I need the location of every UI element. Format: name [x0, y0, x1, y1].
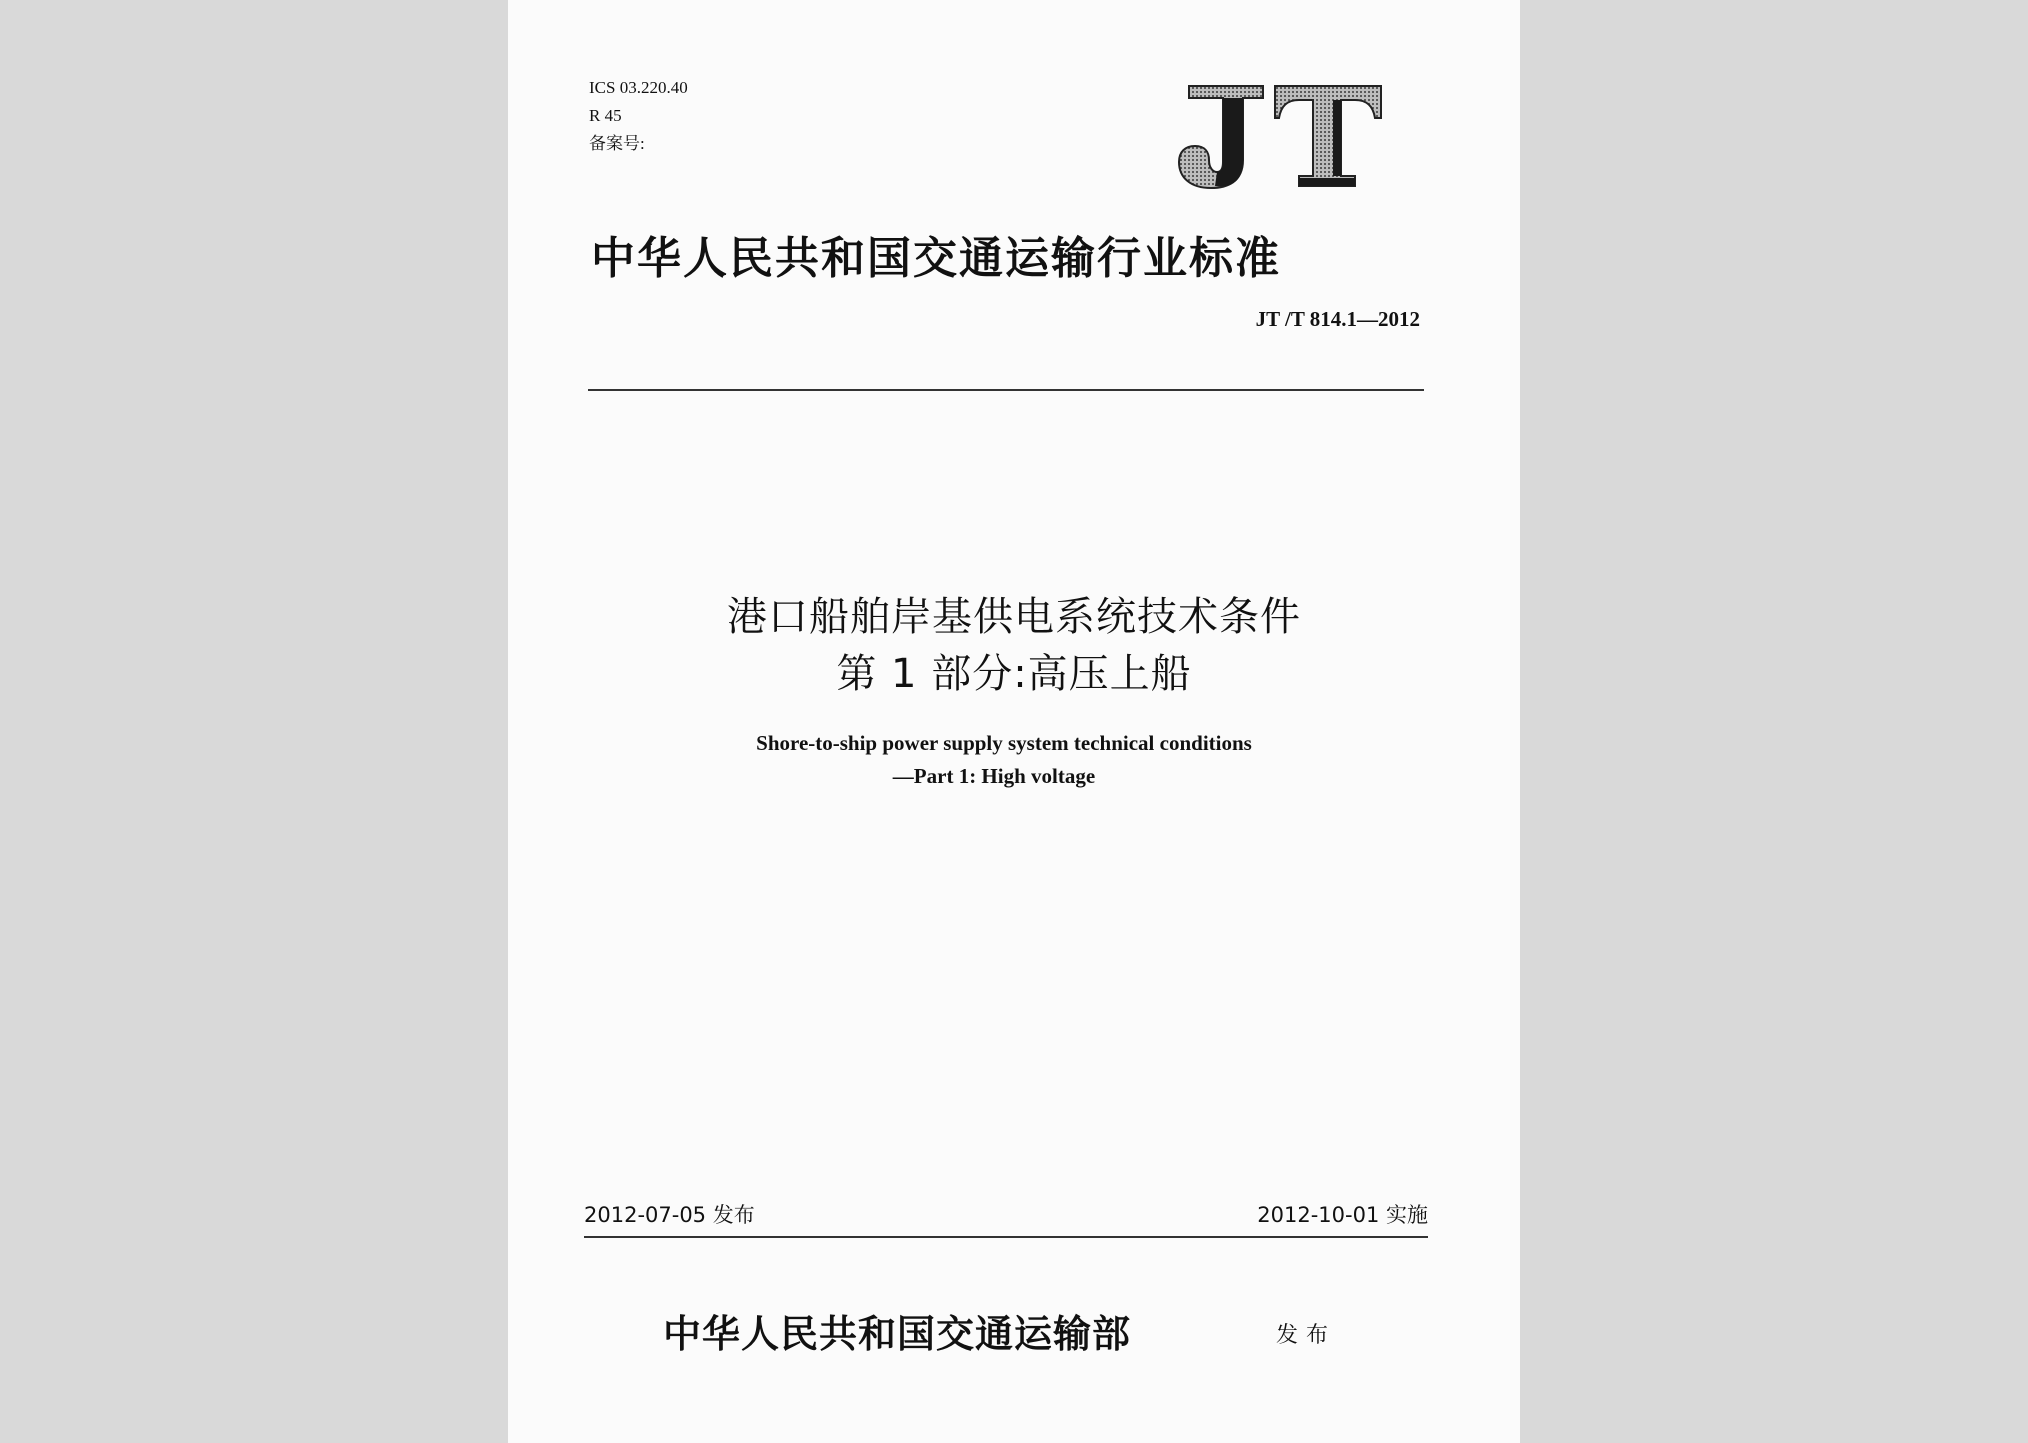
issue-date: 2012-07-05 发布 [584, 1203, 755, 1227]
chinese-title-line1: 港口船舶岸基供电系统技术条件 [727, 594, 1301, 640]
chinese-title-line2: 第 1 部分:高压上船 [836, 651, 1192, 697]
english-title-line2: —Part 1: High voltage [892, 764, 1096, 788]
publish-label: 发布 [1276, 1323, 1337, 1348]
english-title-line1: Shore-to-ship power supply system technical conditions [756, 731, 1252, 755]
category-code: R 45 [589, 106, 622, 125]
record-number: 备案号: [589, 134, 645, 153]
jt-logo [1171, 78, 1391, 193]
publisher-name: 中华人民共和国交通运输部 [663, 1311, 1132, 1356]
divider-top [588, 389, 1424, 391]
standard-title: 中华人民共和国交通运输行业标准 [591, 233, 1281, 284]
ics-code: ICS 03.220.40 [589, 78, 688, 97]
effective-date: 2012-10-01 实施 [1257, 1203, 1428, 1227]
classification-block [589, 74, 688, 158]
divider-bottom [584, 1236, 1428, 1238]
document-page [508, 0, 1520, 1443]
standard-code: JT /T 814.1—2012 [1255, 307, 1420, 331]
